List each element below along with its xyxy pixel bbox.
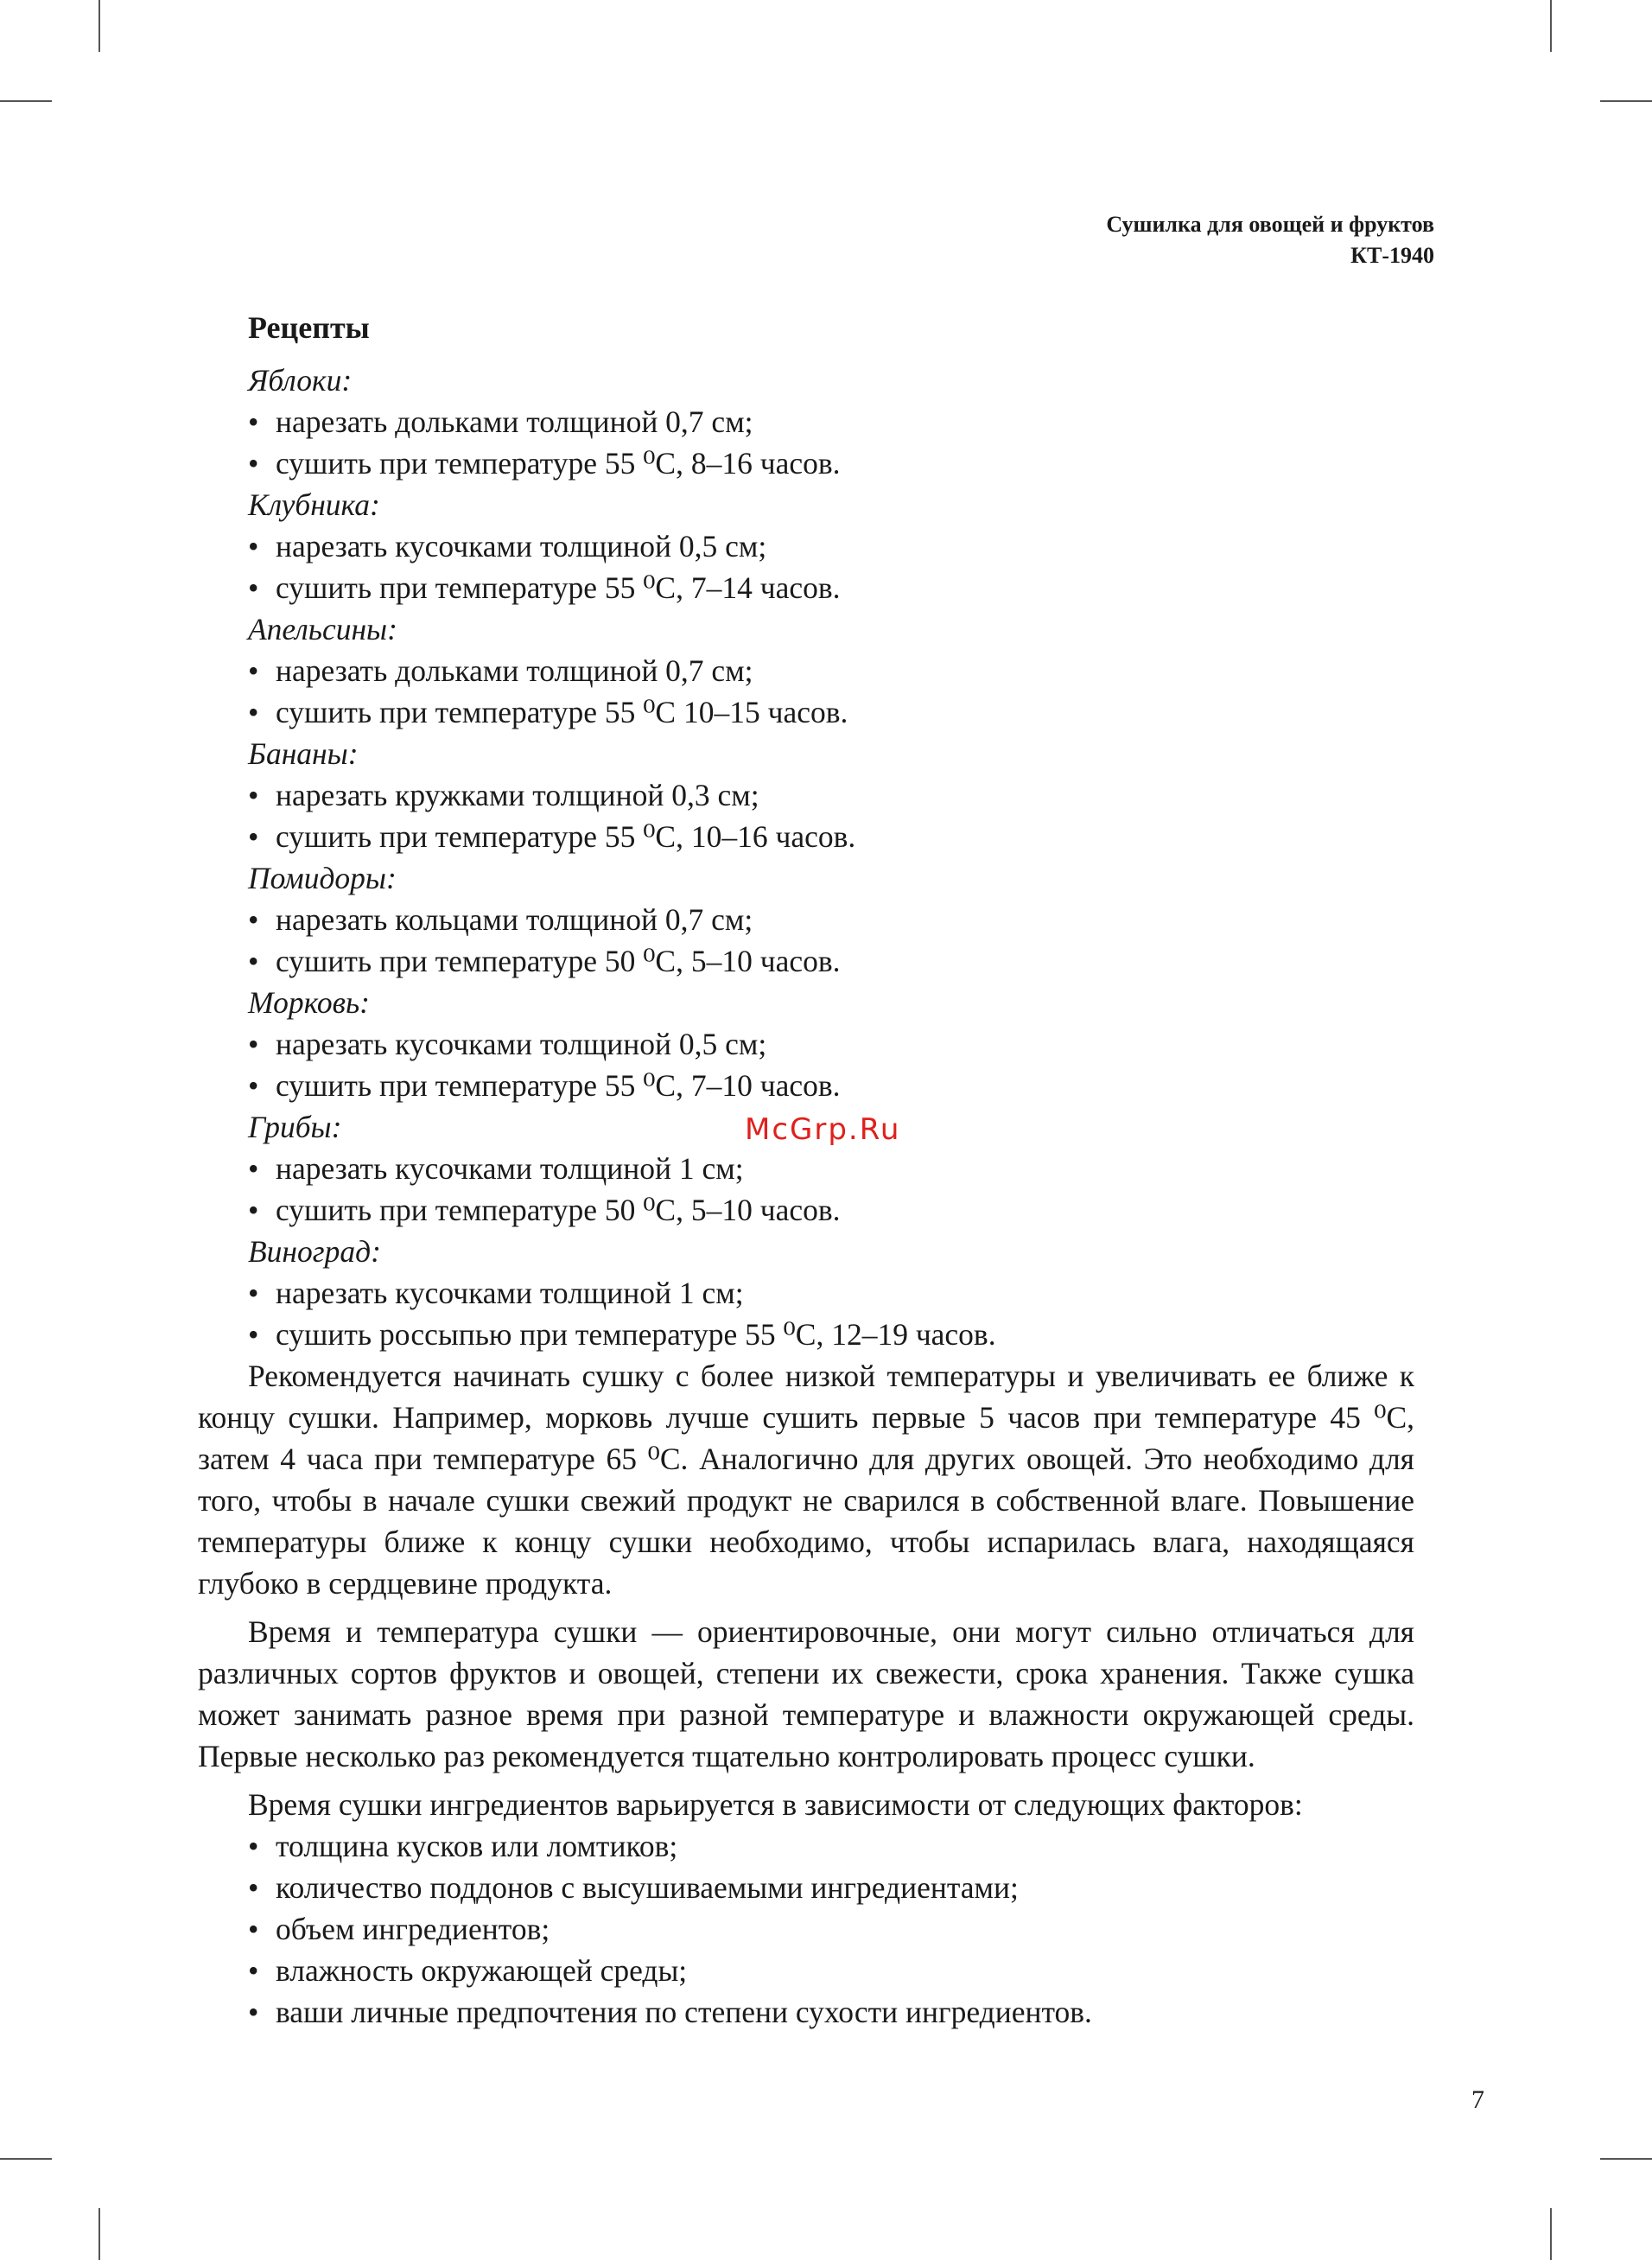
recipe-name: Грибы:	[248, 1110, 342, 1144]
header-product-name: Сушилка для овощей и фруктов	[1106, 212, 1434, 237]
bullet-text: сушить при температуре 55 ⁰С, 7–14 часов.	[276, 570, 841, 605]
bullet-text: нарезать кусочками толщиной 1 см;	[276, 1151, 744, 1186]
recipe-name: Бананы:	[248, 736, 359, 771]
bullet-text: нарезать кольцами толщиной 0,7 см;	[276, 902, 753, 937]
bullet-icon: •	[248, 446, 259, 481]
bullet-item	[198, 1065, 1414, 1106]
recipe-item	[198, 484, 1414, 608]
recipe-item	[198, 857, 1414, 982]
bullet-item	[198, 899, 1414, 940]
recipe-name: Яблоки:	[248, 363, 353, 398]
bullet-icon: •	[248, 1995, 259, 2029]
body-text	[198, 1355, 1414, 1825]
page-number: 7	[1471, 2085, 1484, 2114]
bullet-text: нарезать кусочками толщиной 0,5 см;	[276, 1027, 767, 1061]
crop-mark	[1600, 100, 1652, 102]
bullet-text: сушить при температуре 50 ⁰С, 5–10 часов.	[276, 944, 841, 978]
crop-mark	[1550, 0, 1552, 52]
bullet-text: сушить при температуре 55 ⁰С, 10–16 часов.	[276, 819, 856, 854]
bullet-icon: •	[248, 570, 259, 605]
bullet-icon: •	[248, 819, 259, 854]
bullet-icon: •	[248, 1151, 259, 1186]
bullet-item	[198, 774, 1414, 816]
bullet-item	[198, 401, 1414, 442]
recipe-name: Клубника:	[248, 487, 380, 522]
bullet-item	[198, 816, 1414, 857]
bullet-text: сушить россыпью при температуре 55 ⁰С, 12–19 часов.	[276, 1317, 996, 1352]
bullet-text: сушить при температуре 55 ⁰С 10–15 часов.	[276, 695, 848, 729]
bullet-item	[198, 442, 1414, 484]
bullet-icon: •	[248, 695, 259, 729]
recipe-list	[198, 360, 1414, 1355]
bullet-text: влажность окружающей среды;	[276, 1953, 688, 1988]
bullet-item	[198, 1148, 1414, 1189]
crop-mark	[1600, 2158, 1652, 2160]
recipe-item	[198, 608, 1414, 733]
recipe-item	[198, 733, 1414, 857]
bullet-item	[198, 525, 1414, 567]
bullet-item	[198, 1867, 1414, 1908]
bullet-text: нарезать кусочками толщиной 1 см;	[276, 1276, 744, 1310]
factor-list	[198, 1825, 1414, 2033]
running-header	[1106, 209, 1434, 271]
bullet-icon: •	[248, 1027, 259, 1061]
bullet-text: толщина кусков или ломтиков;	[276, 1829, 678, 1863]
recipe-name: Виноград:	[248, 1234, 381, 1269]
recipe-item	[198, 1231, 1414, 1355]
page-content	[198, 304, 1414, 2033]
bullet-text: сушить при температуре 55 ⁰С, 8–16 часов.	[276, 446, 841, 481]
recipe-name: Морковь:	[248, 985, 370, 1020]
bullet-item	[198, 567, 1414, 608]
bullet-item	[198, 1272, 1414, 1314]
paragraph: Время и температура сушки — ориентировочные, они могут сильно отличаться для различных сортов фруктов и овощей, степени их свежести, срока хранения. Также сушка может занимать разное время при разной температуре и влажности окружающей среды. Первые несколько раз рекомендуется тщательно контролировать процесс сушки.	[198, 1614, 1414, 1773]
bullet-item	[198, 1991, 1414, 2033]
bullet-text: сушить при температуре 55 ⁰С, 7–10 часов.	[276, 1068, 841, 1103]
bullet-icon: •	[248, 1193, 259, 1227]
crop-mark	[1550, 2208, 1552, 2260]
bullet-text: сушить при температуре 50 ⁰С, 5–10 часов.	[276, 1193, 841, 1227]
crop-mark	[0, 100, 52, 102]
bullet-icon: •	[248, 1912, 259, 1946]
bullet-text: нарезать кружками толщиной 0,3 см;	[276, 778, 759, 812]
bullet-icon: •	[248, 1276, 259, 1310]
bullet-text: нарезать дольками толщиной 0,7 см;	[276, 404, 753, 439]
bullet-item	[198, 1314, 1414, 1355]
recipe-item	[198, 360, 1414, 484]
bullet-icon: •	[248, 1953, 259, 1988]
bullet-text: нарезать дольками толщиной 0,7 см;	[276, 653, 753, 688]
bullet-text: нарезать кусочками толщиной 0,5 см;	[276, 529, 767, 563]
crop-mark	[0, 2158, 52, 2160]
recipe-name: Помидоры:	[248, 861, 397, 895]
watermark: McGrp.Ru	[745, 1112, 901, 1147]
recipe-name: Апельсины:	[248, 612, 397, 646]
bullet-icon: •	[248, 944, 259, 978]
bullet-icon: •	[248, 1317, 259, 1352]
crop-mark	[98, 0, 100, 52]
bullet-item	[198, 1023, 1414, 1065]
bullet-item	[198, 1950, 1414, 1991]
bullet-text: объем ингредиентов;	[276, 1912, 550, 1946]
bullet-icon: •	[248, 404, 259, 439]
bullet-item	[198, 650, 1414, 691]
bullet-text: ваши личные предпочтения по степени сухости ингредиентов.	[276, 1995, 1092, 2029]
crop-mark	[98, 2208, 100, 2260]
paragraph: Рекомендуется начинать сушку с более низкой температуры и увеличивать ее ближе к концу сушки. Например, морковь лучше сушить первые 5 часов при температуре 45 ⁰С, затем 4 часа при температуре 65 ⁰С. Аналогично для других овощей. Это необходимо для того, чтобы в начале сушки свежий продукт не сварился в собственной влаге. Повышение температуры ближе к концу сушки необходимо, чтобы испарилась влага, находящаяся глубоко в сердцевине продукта.	[198, 1359, 1414, 1601]
bullet-icon: •	[248, 653, 259, 688]
bullet-item	[198, 1825, 1414, 1867]
section-title: Рецепты	[248, 310, 370, 345]
bullet-item	[198, 940, 1414, 982]
bullet-text: количество поддонов с высушиваемыми ингредиентами;	[276, 1870, 1019, 1905]
recipe-item	[198, 982, 1414, 1106]
bullet-item	[198, 691, 1414, 733]
bullet-icon: •	[248, 1829, 259, 1863]
bullet-icon: •	[248, 778, 259, 812]
bullet-item	[198, 1908, 1414, 1950]
bullet-icon: •	[248, 1068, 259, 1103]
bullet-icon: •	[248, 1870, 259, 1905]
header-model: КТ-1940	[1350, 243, 1434, 268]
bullet-icon: •	[248, 902, 259, 937]
bullet-icon: •	[248, 529, 259, 563]
bullet-item	[198, 1189, 1414, 1231]
paragraph: Время сушки ингредиентов варьируется в зависимости от следующих факторов:	[248, 1787, 1303, 1822]
